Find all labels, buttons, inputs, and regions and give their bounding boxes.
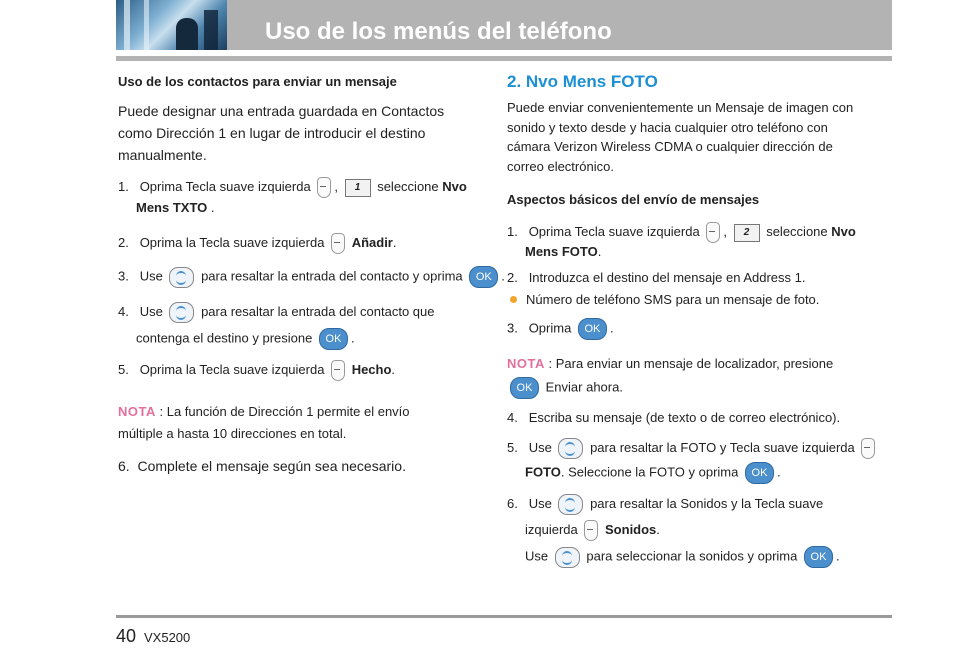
right-bullet: Número de teléfono SMS para un mensaje de foto. [526,292,820,307]
left-note-cont: múltiple a hasta 10 direcciones en total. [118,426,347,441]
ok-key-icon: OK [804,546,833,568]
left-soft-key-icon [861,438,875,459]
right-step-6-cont-2: Use para seleccionar la sonidos y oprima OK . [525,546,840,568]
left-step-3: 3. Use para resaltar la entrada del contacto y oprima OK . [118,266,505,288]
left-intro-3: manualmente. [118,147,207,163]
right-step-6-cont: izquierda Sonidos. [525,520,660,541]
left-intro-2: como Dirección 1 en lugar de introducir el destino [118,125,426,141]
left-soft-key-icon [317,177,331,198]
navigation-key-icon [558,438,583,459]
footer-rule [116,615,892,618]
ok-key-icon: OK [319,328,348,350]
right-note: NOTA : Para enviar un mensaje de localizador, presione [507,356,834,371]
right-step-1: 1. Oprima Tecla suave izquierda , 2 seleccione Nvo [507,222,856,243]
left-note: NOTA : La función de Dirección 1 permite el envío [118,404,410,419]
right-step-5-cont: FOTO. Seleccione la FOTO y oprima OK . [525,462,781,484]
bullet-dot [510,296,517,303]
key-1-icon: 1 [345,179,371,197]
header-bar [116,0,892,50]
left-step-6: 6. Complete el mensaje según sea necesario. [118,458,406,474]
header-rule [116,56,892,61]
left-step-4: 4. Use para resaltar la entrada del contacto que [118,302,435,323]
right-step-6: 6. Use para resaltar la Sonidos y la Tecla suave [507,494,823,515]
header-photo [116,0,227,50]
right-subheading: Aspectos básicos del envío de mensajes [507,192,760,207]
right-step-4: 4. Escriba su mensaje (de texto o de correo electrónico). [507,410,841,425]
right-note-cont: OK Enviar ahora. [507,377,623,399]
left-soft-key-icon [706,222,720,243]
left-step-1-cont: Mens TXTO . [136,200,215,215]
right-step-1-cont: Mens FOTO. [525,244,602,259]
ok-key-icon: OK [578,318,607,340]
right-intro-3: cámara Verizon Wireless CDMA o cualquier dirección de [507,139,833,154]
left-intro-1: Puede designar una entrada guardada en Contactos [118,103,445,119]
model-name: VX5200 [144,630,191,645]
ok-key-icon: OK [469,266,498,288]
page-title: Uso de los menús del teléfono [265,18,612,45]
navigation-key-icon [558,494,583,515]
right-step-3: 3. Oprima OK . [507,318,614,340]
page-number: 40 [116,626,137,646]
right-step-2: 2. Introduzca el destino del mensaje en Address 1. [507,270,806,285]
note-label: NOTA [507,356,545,371]
note-label: NOTA [118,404,156,419]
ok-key-icon: OK [510,377,539,399]
ok-key-icon: OK [745,462,774,484]
right-intro-4: correo electrónico. [507,159,614,174]
right-intro-2: sonido y texto desde y hacia cualquier otro teléfono con [507,120,828,135]
navigation-key-icon [169,302,194,323]
key-2-icon: 2 [734,224,760,242]
left-soft-key-icon [331,360,345,381]
left-soft-key-icon [331,233,345,254]
navigation-key-icon [169,267,194,288]
right-heading: 2. Nvo Mens FOTO [507,72,658,91]
right-step-5: 5. Use para resaltar la FOTO y Tecla suave izquierda [507,438,878,459]
left-step-2: 2. Oprima la Tecla suave izquierda Añadir. [118,233,396,254]
left-soft-key-icon [584,520,598,541]
left-step-1: 1. Oprima Tecla suave izquierda , 1 seleccione Nvo [118,177,467,198]
left-step-5: 5. Oprima la Tecla suave izquierda Hecho. [118,360,395,381]
right-intro-1: Puede enviar convenientemente un Mensaje de imagen con [507,100,854,115]
left-heading: Uso de los contactos para enviar un mensaje [118,74,397,89]
left-step-4-cont: contenga el destino y presione OK . [136,328,355,350]
navigation-key-icon [555,547,580,568]
